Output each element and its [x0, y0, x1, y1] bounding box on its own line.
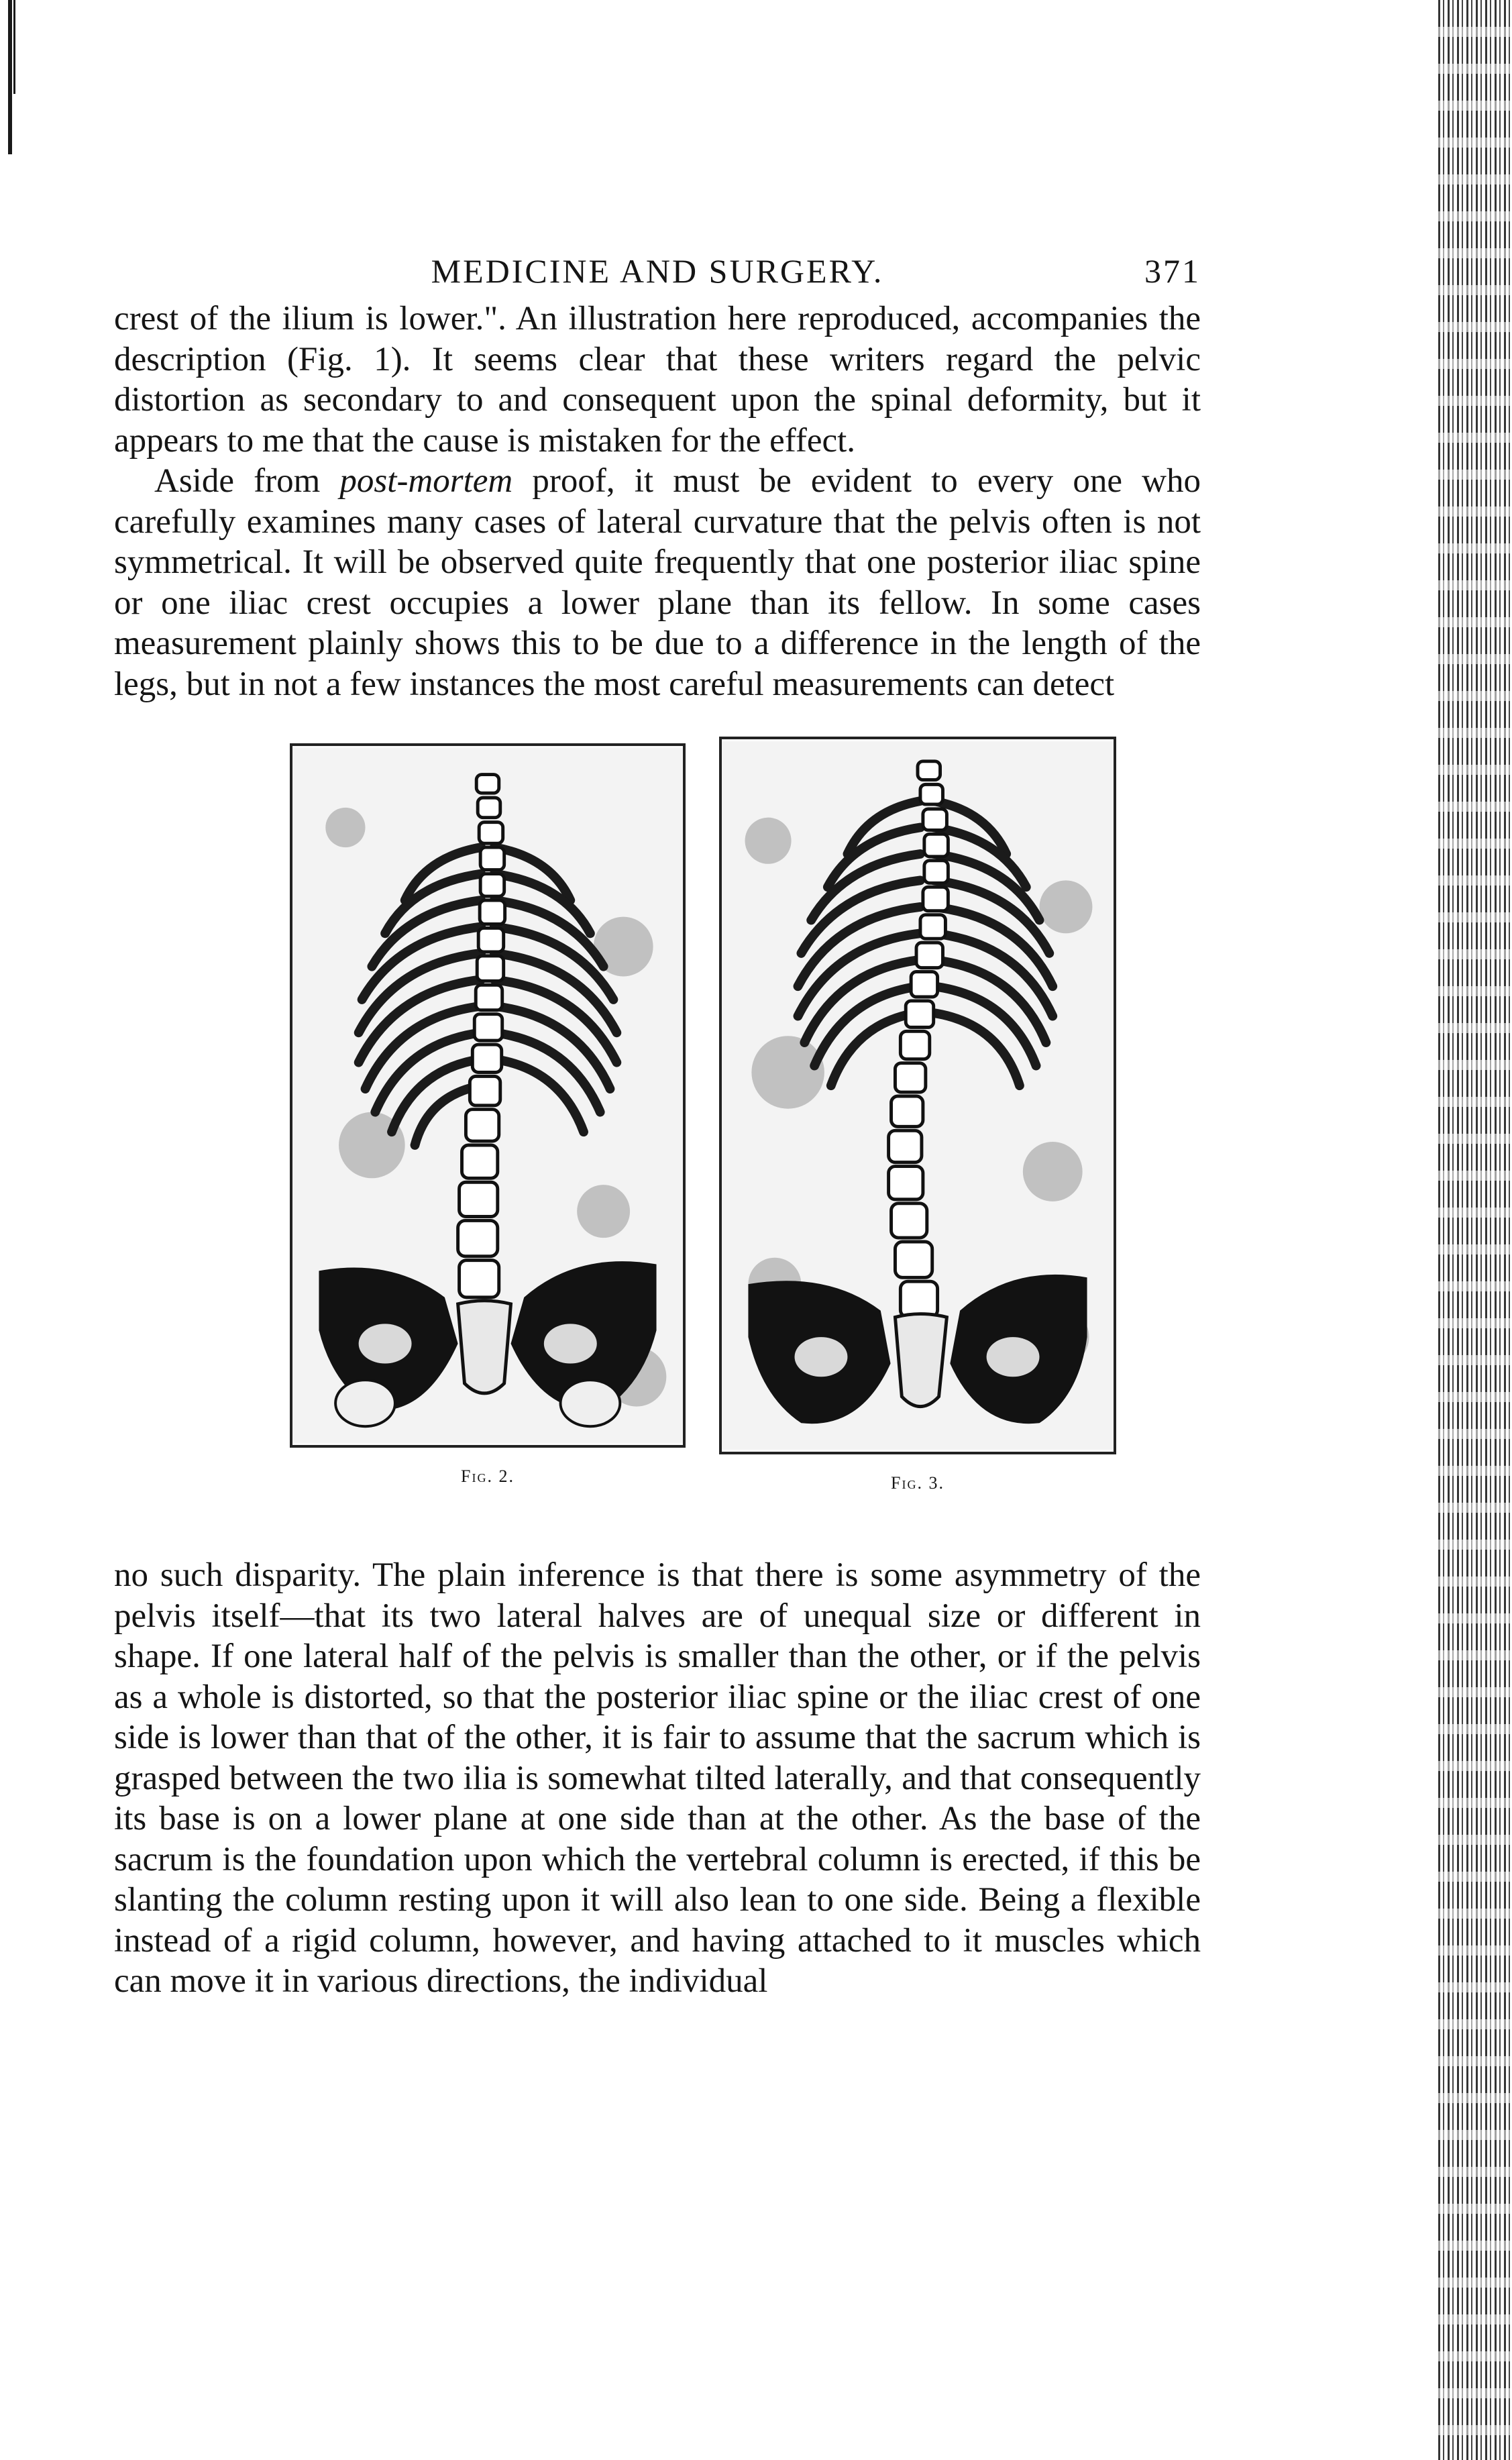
figure-2-illustration	[290, 743, 686, 1448]
running-head	[114, 238, 1201, 299]
body-text-top	[114, 299, 1201, 704]
paragraph-2-rest: proof, it must be evident to every one who carefully examines many cases of lateral curvature that the pelvis often is not symmetrical. It will be observed quite frequently that one posterior iliac spine or one iliac crest occupies a lower plane than its fellow. In some cases measurement plainly shows this to be due to a difference in the length of the legs, but in not a few instances the most careful measurements can detect	[114, 462, 1201, 703]
figure-3-caption: Fig. 3.	[891, 1473, 944, 1493]
page-binding-edge	[1438, 0, 1512, 2460]
paragraph-2	[114, 461, 1201, 704]
figure-2-caption: Fig. 2.	[461, 1466, 515, 1486]
spine-skeleton-illustration	[292, 746, 683, 1445]
paragraph-1: crest of the ilium is lower.". An illustration here reproduced, accompanies the description (Fig. 1). It seems clear that these writers regard the pelvic distortion as secondary to and consequent upon the spinal deformity, but it appears to me that the cause is mistaken for the effect.	[114, 300, 1201, 460]
scan-edge-mark-thin	[13, 0, 15, 94]
page-number: 371	[1144, 252, 1201, 290]
body-text-bottom	[114, 1555, 1201, 2002]
spine-skeleton-illustration	[722, 739, 1114, 1452]
figure-3-illustration	[719, 737, 1116, 1454]
scan-edge-mark	[8, 0, 12, 154]
figures-row	[114, 743, 1201, 1555]
paragraph-3: no such disparity. The plain inference is that there is some asymmetry of the pelvis itself—that its two lateral halves are of unequal size or different in shape. If one lateral half of the pelvis is smaller than the other, or if the pelvis as a whole is distorted, so that the posterior iliac spine or the iliac crest of one side is lower than that of the other, it is fair to assume that the sacrum which is grasped between the two ilia is somewhat tilted laterally, and that consequently its base is on a lower plane at one side than at the other. As the base of the sacrum is the foundation upon which the vertebral column is erected, if this be slanting the column resting upon it will also lean to one side. Being a flexible instead of a rigid column, however, and having attached to it muscles which can move it in various directions, the individual	[114, 1556, 1201, 2000]
running-title: MEDICINE AND SURGERY.	[431, 252, 884, 290]
book-page	[114, 238, 1201, 2002]
paragraph-2-lead: Aside from	[154, 462, 340, 500]
figure-2	[290, 743, 686, 1487]
paragraph-2-italic: post-mortem	[339, 462, 513, 500]
figure-3	[719, 737, 1116, 1493]
